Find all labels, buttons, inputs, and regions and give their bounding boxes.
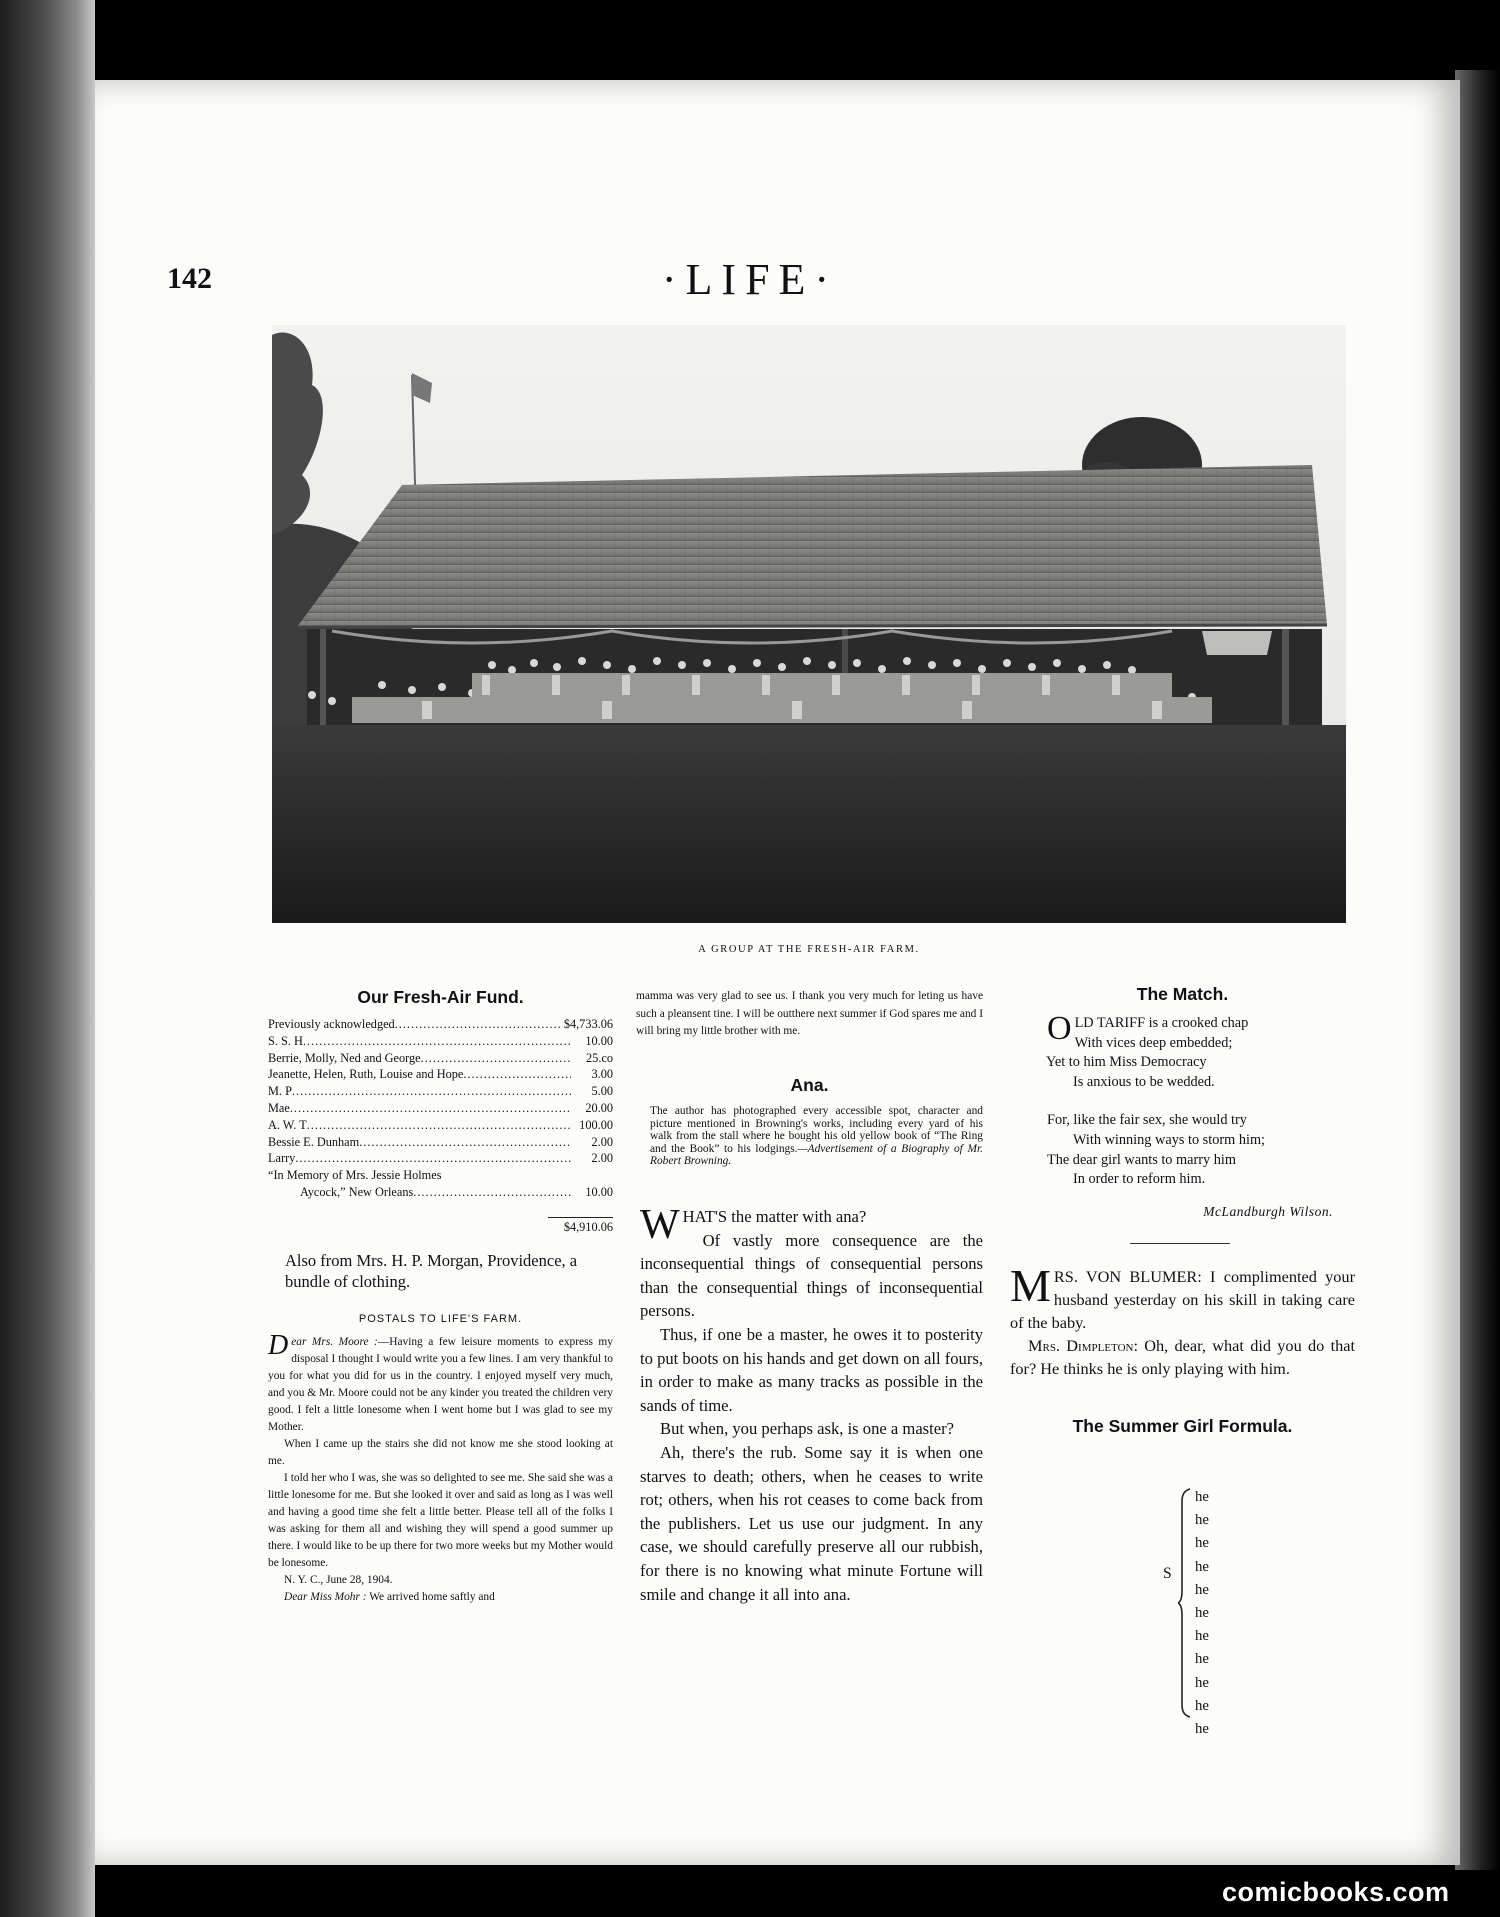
- letter-paragraph: I told her who I was, she was so delighted to see me. She said she was a little lonesome for me. But she looked it over and said as long as I was well and having a good time she felt a little better. Please tell all of the folks I was asking for them all and wishing they will spend a good summer up there. I would like to be up there for two more weeks but my Mother would be lonesome.: [268, 1472, 613, 1569]
- postals-title: POSTALS TO LIFE'S FARM.: [358, 1313, 523, 1325]
- postals-letter: [268, 1330, 613, 1606]
- match-title: The Match.: [1136, 984, 1229, 1004]
- formula-item: he: [1195, 1721, 1209, 1738]
- fund-row: S. S. H ..... 10.00: [268, 1033, 613, 1050]
- formula-item: he: [1195, 1628, 1209, 1645]
- photo-caption: A GROUP AT THE FRESH-AIR FARM.: [698, 944, 920, 955]
- drop-cap: O: [1047, 1010, 1072, 1047]
- formula-list: [1195, 1486, 1209, 1741]
- brace-shape: [1178, 1487, 1192, 1719]
- drop-cap: W: [640, 1202, 680, 1248]
- blumer-joke: [1010, 1260, 1355, 1380]
- fund-total: $4,910.06: [563, 1220, 613, 1234]
- letter-paragraph: When I came up the stairs she did not know me she stood looking at me.: [268, 1438, 613, 1467]
- poem-line: The dear girl wants to marry him: [1047, 1151, 1236, 1168]
- formula-item: he: [1195, 1489, 1209, 1505]
- fund-row: Previously acknowledged ..... $4,733.06: [268, 1016, 613, 1033]
- photo-image: [272, 325, 1346, 923]
- ana-paragraph: Ah, there's the rub. Some say it is when one starves to death; others, when he ceases to write rot; others, when his rot ceases to come back from the publishers. Let us use our judgment. In any case, we should carefully preserve all our rubbish, for there is no knowing what minute Fortune will smile and change it all into ana.: [640, 1442, 983, 1604]
- match-poem: [1046, 1010, 1367, 1190]
- fund-memorial-line2: Aycock,” New Orleans ..... 10.00: [268, 1184, 613, 1201]
- formula-item: he: [1195, 1535, 1209, 1552]
- formula-item: he: [1195, 1558, 1209, 1575]
- fund-row: A. W. T ..... 100.00: [268, 1117, 613, 1134]
- poem-line: Yet to him Miss Democracy: [1046, 1054, 1207, 1071]
- poem-line: Is anxious to be wedded.: [1073, 1073, 1215, 1090]
- ana-paragraph: Of vastly more consequence are the inconsequential things of consequential persons than the consequential things of inconsequential persons.: [640, 1230, 983, 1321]
- joke-paragraph: Mrs. Dimpleton: Oh, dear, what did you do that for? He thinks he is only playing with him.: [1010, 1336, 1355, 1378]
- letter-dateline: N. Y. C., June 28, 1904.: [284, 1574, 393, 1586]
- fund-table: [268, 1016, 613, 1201]
- masthead-title: ·LIFE·: [661, 255, 839, 304]
- drop-cap: M: [1010, 1260, 1051, 1311]
- poem-line: With winning ways to storm him;: [1073, 1131, 1266, 1148]
- fund-memorial-line1: “In Memory of Mrs. Jessie Holmes: [268, 1168, 442, 1183]
- letter-continued: mamma was very glad to see us. I thank you very much for leting us have such a pleansent tine. I will be outthere next summer if God spares me and I will bring my little brother with me.: [636, 990, 983, 1037]
- fund-row: M. P ..... 5.00: [268, 1083, 613, 1100]
- poem-line: In order to reform him.: [1073, 1171, 1206, 1188]
- poem-author: McLandburgh Wilson.: [1203, 1204, 1333, 1219]
- fund-row: Bessie E. Dunham ..... 2.00: [268, 1134, 613, 1151]
- fund-row: Mae ..... 20.00: [268, 1100, 613, 1117]
- page-number: 142: [167, 262, 212, 295]
- fund-row: Larry ..... 2.00: [268, 1150, 613, 1167]
- formula-item: he: [1195, 1512, 1209, 1529]
- letter-salutation: ear Mrs. Moore :: [291, 1336, 378, 1348]
- fund-total-rule: [548, 1217, 613, 1218]
- site-watermark: comicbooks.com: [1222, 1877, 1450, 1907]
- epigraph-source: —Advertisement of a Biography of Mr. Robert Browning.: [650, 1142, 983, 1167]
- fund-row: Berrie, Molly, Ned and George ..... 25.co: [268, 1050, 613, 1067]
- poem-line: With vices deep embedded;: [1074, 1034, 1233, 1051]
- poem-line: OLD TARIFF is a crooked chap: [1047, 1010, 1249, 1047]
- ana-epigraph: The author has photographed every accessible spot, character and picture mentioned in Browning's works, including every yard of his walk from the stall where he bought his old yellow book of “The Ring and the Book” to his lodgings.—Advertisement of a Biography of Mr. Robert Browning.: [650, 1105, 983, 1167]
- formula-item: he: [1195, 1697, 1209, 1714]
- ana-paragraph: WHAT'S the matter with ana?: [640, 1202, 867, 1248]
- ana-body: [640, 1202, 983, 1606]
- brace-icon: [1178, 1487, 1192, 1724]
- fund-title: Our Fresh-Air Fund.: [357, 987, 524, 1007]
- formula-item: he: [1195, 1674, 1209, 1691]
- ana-paragraph: Thus, if one be a master, he owes it to posterity to put boots on his hands and get down on all fours, in order to make as many tracks as possible in the sands of time.: [640, 1324, 983, 1415]
- fund-row: Jeanette, Helen, Ruth, Louise and Hope ..... 3.00: [268, 1066, 613, 1083]
- fresh-air-farm-photo: [272, 325, 1346, 923]
- formula-letter: S: [1163, 1565, 1172, 1582]
- joke-paragraph: MRS. VON BLUMER: I complimented your husband yesterday on his skill in taking care of the baby.: [1010, 1260, 1355, 1332]
- drop-cap: D: [268, 1330, 289, 1361]
- morgan-note: Also from Mrs. H. P. Morgan, Providence, a bundle of clothing.: [285, 1251, 578, 1291]
- page-right-gutter: [1455, 70, 1500, 1870]
- formula-title: The Summer Girl Formula.: [1072, 1416, 1293, 1436]
- section-divider: [1130, 1243, 1230, 1244]
- speaker-name: Mrs. Dimpleton: [1028, 1336, 1134, 1355]
- formula-item: he: [1195, 1581, 1209, 1598]
- letter-paragraph: Dear Mrs. Moore :—Having a few leisure moments to express my disposal I thought I would write you a few lines. I am very thankful to you for what you did for us in the country. I enjoyed myself very much, and you & Mr. Moore could not be any kinder you treated the children very good. I felt a little lonesome when I went home but I was glad to see my Mother.: [268, 1330, 613, 1433]
- formula-item: he: [1195, 1605, 1209, 1622]
- ana-paragraph: But when, you perhaps ask, is one a master?: [660, 1419, 955, 1439]
- formula-item: he: [1195, 1651, 1209, 1668]
- poem-line: For, like the fair sex, she would try: [1047, 1112, 1247, 1129]
- ana-title: Ana.: [790, 1075, 829, 1095]
- letter-paragraph: Dear Miss Mohr : We arrived home saftly and: [284, 1591, 495, 1603]
